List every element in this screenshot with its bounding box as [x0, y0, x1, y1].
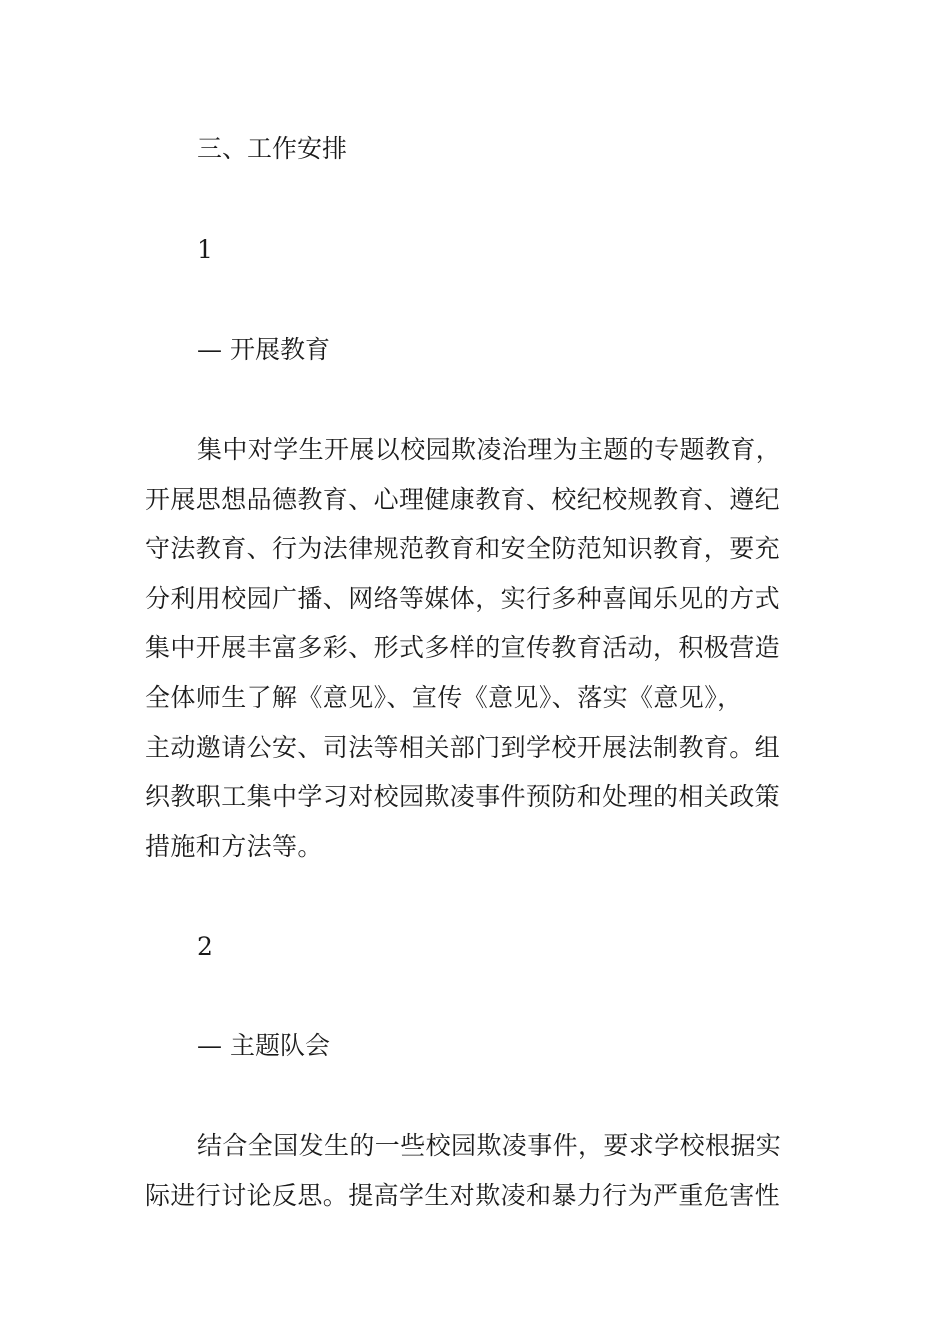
body-line: 织教职工集中学习对校园欺凌事件预防和处理的相关政策 [145, 782, 781, 812]
section-heading: 三、工作安排 [197, 134, 348, 163]
body-line: 措施和方法等。 [145, 831, 323, 861]
item-number-1: 1 [197, 235, 213, 264]
body-line: 分利用校园广播、网络等媒体，实行多种喜闻乐见的方式 [145, 583, 781, 613]
item-body-1 [145, 425, 807, 871]
item-title-2: — 主题队会 [197, 1031, 330, 1060]
body-line: 主动邀请公安、司法等相关部门到学校开展法制教育。组 [145, 732, 781, 762]
item-title-1: — 开展教育 [197, 335, 330, 364]
body-line: 际进行讨论反思。提高学生对欺凌和暴力行为严重危害性 [145, 1180, 781, 1210]
item-number-2: 2 [197, 932, 213, 961]
body-line: 集中开展丰富多彩、形式多样的宣传教育活动，积极营造 [145, 633, 781, 663]
body-line: 集中对学生开展以校园欺凌治理为主题的专题教育， [197, 435, 782, 464]
body-line: 守法教育、行为法律规范教育和安全防范知识教育，要充 [145, 534, 781, 564]
body-line: 全体师生了解《意见》、宣传《意见》、落实《意见》， [145, 682, 743, 712]
body-line: 开展思想品德教育、心理健康教育、校纪校规教育、遵纪 [145, 484, 781, 514]
item-body-2 [145, 1121, 807, 1220]
body-line: 结合全国发生的一些校园欺凌事件，要求学校根据实 [197, 1131, 782, 1160]
